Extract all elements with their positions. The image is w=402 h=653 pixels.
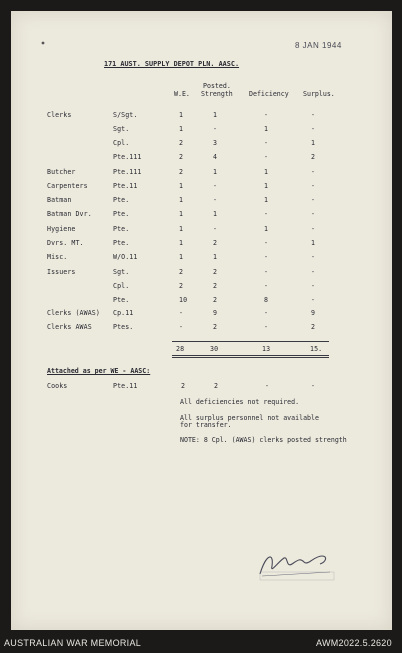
cell-surplus: - (311, 168, 316, 176)
footer-institution: AUSTRALIAN WAR MEMORIAL (4, 638, 142, 648)
total-surplus: 15. (310, 345, 323, 353)
header-we: W.E. (174, 90, 190, 98)
attached-we: 2 (181, 382, 186, 390)
attached-heading: Attached as per WE - AASC: (47, 367, 151, 375)
document-title: 171 AUST. SUPPLY DEPOT PLN. AASC. (104, 60, 240, 68)
cell-deficiency: 1 (264, 125, 269, 133)
cell-deficiency: - (264, 139, 269, 147)
cell-name: Clerks AWAS (47, 323, 92, 331)
cell-we: 1 (179, 196, 184, 204)
cell-we: 2 (179, 168, 184, 176)
cell-rank: Cpl. (113, 139, 130, 147)
cell-deficiency: 8 (264, 296, 269, 304)
footer-accession-number: AWM2022.5.2620 (316, 638, 392, 648)
cell-strength: 1 (213, 111, 218, 119)
cell-rank: Pte. (113, 225, 130, 233)
cell-name: Butcher (47, 168, 76, 176)
cell-surplus: - (311, 182, 316, 190)
cell-surplus: - (311, 196, 316, 204)
cell-strength: - (213, 182, 218, 190)
cell-rank: Pte. (113, 239, 130, 247)
cell-rank: Pte. (113, 296, 130, 304)
cell-rank: Pte. (113, 196, 130, 204)
cell-we: - (179, 323, 184, 331)
cell-we: 10 (179, 296, 188, 304)
cell-rank: Pte.111 (113, 153, 142, 161)
total-we: 28 (176, 345, 185, 353)
attached-name: Cooks (47, 382, 68, 390)
cell-rank: Pte. (113, 210, 130, 218)
cell-deficiency: 1 (264, 168, 269, 176)
cell-we: 2 (179, 282, 184, 290)
cell-name: Dvrs. MT. (47, 239, 84, 247)
cell-deficiency: - (264, 111, 269, 119)
cell-surplus: - (311, 296, 316, 304)
cell-we: 1 (179, 125, 184, 133)
attached-deficiency: - (265, 382, 270, 390)
cell-strength: 2 (213, 268, 218, 276)
note-transfer: for transfer. (180, 421, 232, 429)
cell-rank: Pte.111 (113, 168, 142, 176)
cell-name: Misc. (47, 253, 68, 261)
cell-surplus: - (311, 282, 316, 290)
cell-surplus: 1 (311, 139, 316, 147)
attached-rank: Pte.11 (113, 382, 138, 390)
cell-name: Hygiene (47, 225, 76, 233)
cell-we: - (179, 309, 184, 317)
cell-we: 1 (179, 239, 184, 247)
cell-deficiency: - (264, 239, 269, 247)
handwritten-signature (252, 544, 342, 582)
cell-we: 2 (179, 268, 184, 276)
cell-strength: 1 (213, 210, 218, 218)
header-deficiency: Deficiency (249, 90, 289, 98)
note-deficiencies: All deficiencies not required. (180, 398, 300, 406)
total-rule-bottom (172, 355, 329, 356)
cell-rank: Ptes. (113, 323, 134, 331)
total-strength: 30 (210, 345, 219, 353)
cell-rank: Pte.11 (113, 182, 138, 190)
cell-strength: 3 (213, 139, 218, 147)
cell-deficiency: - (264, 282, 269, 290)
note-surplus: All surplus personnel not available (180, 414, 319, 422)
cell-deficiency: 1 (264, 196, 269, 204)
document-page (11, 11, 392, 630)
cell-rank: Sgt. (113, 268, 130, 276)
cell-strength: 2 (213, 296, 218, 304)
cell-deficiency: - (264, 210, 269, 218)
cell-surplus: - (311, 111, 316, 119)
attached-surplus: - (311, 382, 316, 390)
cell-strength: 2 (213, 282, 218, 290)
cell-strength: - (213, 196, 218, 204)
cell-surplus: 9 (311, 309, 316, 317)
cell-rank: Sgt. (113, 125, 130, 133)
cell-name: Batman (47, 196, 72, 204)
cell-name: Batman Dvr. (47, 210, 92, 218)
cell-surplus: 2 (311, 153, 316, 161)
total-rule-top (172, 341, 329, 342)
cell-strength: - (213, 225, 218, 233)
cell-surplus: 2 (311, 323, 316, 331)
cell-we: 1 (179, 182, 184, 190)
cell-we: 1 (179, 111, 184, 119)
cell-surplus: - (311, 253, 316, 261)
cell-strength: 4 (213, 153, 218, 161)
attached-strength: 2 (214, 382, 219, 390)
cell-name: Issuers (47, 268, 76, 276)
note-posted-strength: NOTE: 8 Cpl. (AWAS) clerks posted strength (180, 436, 347, 444)
header-posted: Posted. (203, 82, 231, 90)
cell-strength: - (213, 125, 218, 133)
cell-we: 1 (179, 253, 184, 261)
total-deficiency: 13 (262, 345, 271, 353)
cell-rank: W/O.11 (113, 253, 138, 261)
cell-deficiency: - (264, 268, 269, 276)
cell-deficiency: - (264, 253, 269, 261)
cell-surplus: - (311, 210, 316, 218)
cell-strength: 1 (213, 253, 218, 261)
cell-strength: 9 (213, 309, 218, 317)
punch-hole-mark (40, 40, 46, 46)
cell-we: 1 (179, 210, 184, 218)
cell-name: Clerks (AWAS) (47, 309, 100, 317)
cell-rank: S/Sgt. (113, 111, 138, 119)
cell-deficiency: - (264, 153, 269, 161)
header-surplus: Surplus. (303, 90, 335, 98)
cell-we: 2 (179, 139, 184, 147)
cell-rank: Cpl. (113, 282, 130, 290)
date-stamp: 8 JAN 1944 (295, 41, 342, 50)
cell-strength: 2 (213, 323, 218, 331)
cell-surplus: - (311, 125, 316, 133)
cell-strength: 2 (213, 239, 218, 247)
cell-rank: Cp.11 (113, 309, 134, 317)
cell-name: Clerks (47, 111, 72, 119)
cell-deficiency: - (264, 323, 269, 331)
cell-we: 1 (179, 225, 184, 233)
cell-surplus: 1 (311, 239, 316, 247)
header-strength: Strength (201, 90, 233, 98)
cell-surplus: - (311, 225, 316, 233)
cell-strength: 1 (213, 168, 218, 176)
total-rule-bottom-double (172, 357, 329, 358)
cell-deficiency: - (264, 309, 269, 317)
cell-deficiency: 1 (264, 225, 269, 233)
cell-name: Carpenters (47, 182, 88, 190)
cell-deficiency: 1 (264, 182, 269, 190)
cell-surplus: - (311, 268, 316, 276)
cell-we: 2 (179, 153, 184, 161)
